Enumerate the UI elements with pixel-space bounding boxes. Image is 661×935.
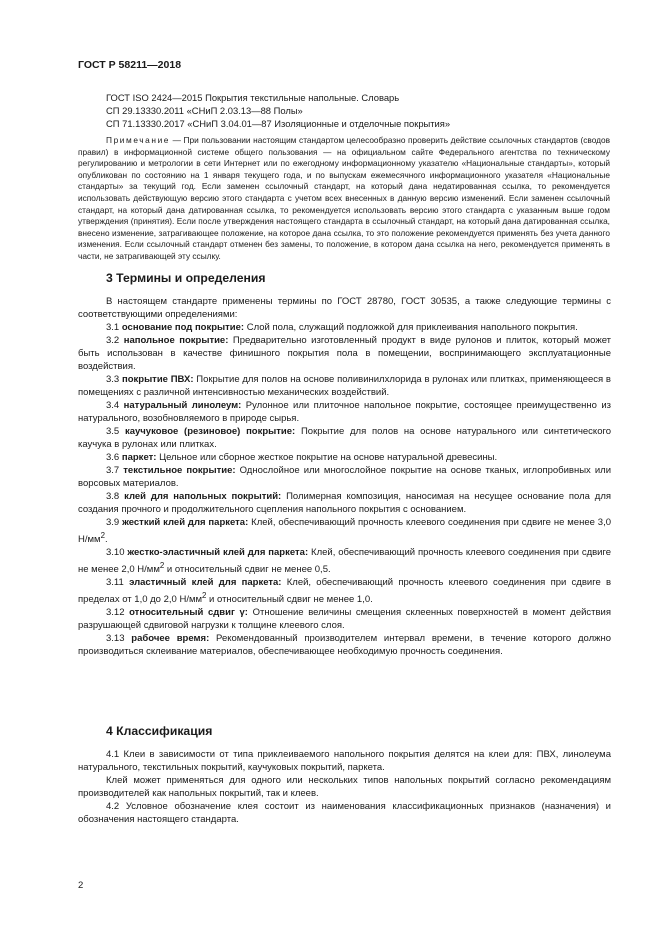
term-definition: 3.10 жестко-эластичный клей для паркета: Клей, обеспечивающий прочность клеевого соединения при сдвиге не менее 2,0 $Н/мм^2$ и относительный сдвиг не менее 0,5. bbox=[78, 547, 612, 576]
term-name: покрытие ПВХ: bbox=[121, 374, 194, 385]
term-definition: 3.3 покрытие ПВХ: Покрытие для полов на основе поливинилхлорида в рулонах или плитках, применяющееся в помещениях с различной интенсивностью механических воздействий. bbox=[78, 374, 611, 398]
term-definition: 3.1 основание под покрытие: Слой пола, служащий подложкой для приклеивания напольного покрытия. bbox=[106, 322, 578, 333]
term-definition: 3.9 жесткий клей для паркета: Клей, обеспечивающий прочность клеевого соединения при сдвиге не менее 3,0 $Н/мм^2$. bbox=[78, 517, 611, 546]
section-4-heading: 4 Классификация bbox=[106, 724, 213, 738]
term-name: натуральный линолеум: bbox=[123, 400, 242, 411]
term-definition: 3.7 текстильное покрытие: Однослойное или многослойное покрытие на основе тканых, иглопробивных или ворсовых материалов. bbox=[78, 465, 612, 489]
term-name: текстильное покрытие: bbox=[123, 465, 236, 476]
paragraph: 4.1 Клеи в зависимости от типа приклеиваемого напольного покрытия делятся на клеи для: ПВХ, линолеума натурального, текстильных покрытий, каучуковых покрытий, паркета. bbox=[78, 749, 611, 773]
term-name: жесткий клей для паркета: bbox=[122, 517, 249, 528]
section-3-intro: В настоящем стандарте применены термины по ГОСТ 28780, ГОСТ 30535, а также следующие термины с соответствующими определениями: bbox=[78, 296, 611, 320]
term-name: эластичный клей для паркета: bbox=[129, 577, 282, 589]
reference-item: СП 71.13330.2017 «СНиП 3.04.01—87 Изоляционные и отделочные покрытия» bbox=[106, 118, 451, 129]
page-number: 2 bbox=[78, 880, 84, 891]
term-name: паркет: bbox=[121, 452, 157, 463]
term-definition: 3.12 относительный сдвиг γ: Отношение величины смещения склеенных поверхностей в момент действия разрушающей сдвиговой нагрузки к толщине клеевого слоя. bbox=[78, 607, 612, 632]
section-3-heading: 3 Термины и определения bbox=[106, 271, 266, 285]
term-definition: 3.11 эластичный клей для паркета: Клей, обеспечивающий прочность клеевого соединения при сдвиге в пределах от 1,0 до 2,0 $Н/мм^2$ и относительный сдвиг не менее 1,0. bbox=[78, 577, 612, 606]
document-header: ГОСТ Р 58211—2018 bbox=[78, 59, 182, 71]
term-name: напольное покрытие: bbox=[123, 335, 229, 346]
section-3-body bbox=[78, 295, 611, 658]
note-label: Примечание bbox=[106, 135, 171, 145]
term-name: основание под покрытие: bbox=[121, 322, 245, 333]
paragraph: Клей может применяться для одного или нескольких типов напольных покрытий согласно рекомендациям производителей как напольных покрытий, так и клеев. bbox=[78, 775, 611, 799]
paragraph: 4.2 Условное обозначение клея состоит из наименования классификационных признаков (назначения) и обозначения настоящего стандарта. bbox=[78, 801, 611, 825]
term-name: жестко-эластичный клей для паркета: bbox=[127, 547, 309, 559]
term-definition: 3.13 рабочее время: Рекомендованный производителем интервал времени, в течение которого должно производиться склеивание материалов, обеспечивающее необходимую прочность соединения. bbox=[78, 633, 611, 658]
section-4-body bbox=[78, 748, 611, 826]
note-text: — При пользовании настоящим стандартом целесообразно проверить действие ссылочных стандартов (сводов правил) в информационной системе общего пользования — на официальном сайте Федерального агентства по техническому регулированию и метрологии в сети Интернет или по ежегодному информационному указателю «Национальные стандарты», который опубликован по состоянию на 1 января текущего года, и по выпускам ежемесячного информационного указателя «Национальные стандарты» за текущий год. Если заменен ссылочный стандарт, на который дана недатированная ссылка, то рекомендуется использовать действующую версию этого стандарта с учетом всех внесенных в данную версию изменений. Если заменен ссылочный стандарт, на который дана датированная ссылка, то рекомендуется использовать версию этого стандарта с указанным выше годом утверждения (принятия). Если после утверждения настоящего стандарта в ссылочный стандарт, на который дана датированная ссылка, внесено изменение, затрагивающее положение, на которое дана ссылка, то это положение рекомендуется применять без учета данного изменения. Если ссылочный стандарт отменен без замены, то положение, в котором дана ссылка на него, рекомендуется применять в части, не затрагивающей эту ссылку. bbox=[78, 135, 610, 261]
reference-note bbox=[78, 135, 610, 263]
term-name: рабочее время: bbox=[131, 633, 210, 645]
term-name: относительный сдвиг γ: bbox=[129, 607, 248, 619]
term-definition: 3.6 паркет: Цельное или сборное жесткое покрытие на основе натуральной древесины. bbox=[106, 452, 498, 463]
reference-item: СП 29.13330.2011 «СНиП 2.03.13—88 Полы» bbox=[106, 105, 303, 116]
reference-item: ГОСТ ISO 2424—2015 Покрытия текстильные напольные. Словарь bbox=[106, 92, 400, 103]
term-definition: 3.8 клей для напольных покрытий: Полимерная композиция, наносимая на несущее основание пола для создания прочного и продолжительного сцепления напольного покрытия с основанием. bbox=[78, 491, 612, 515]
term-name: клей для напольных покрытий: bbox=[124, 491, 282, 502]
term-definition: 3.2 напольное покрытие: Предварительно изготовленный продукт в виде рулонов и плиток, который может быть использован в качестве финишного покрытия пола в помещении, воспринимающего эксплуатационные воздействия. bbox=[78, 335, 612, 372]
term-definition: 3.5 каучуковое (резиновое) покрытие: Покрытие для полов на основе натурального или синтетического каучука в рулонах или плитках. bbox=[78, 426, 612, 450]
normative-references bbox=[106, 91, 450, 130]
term-name: каучуковое (резиновое) покрытие: bbox=[124, 426, 296, 437]
term-definition: 3.4 натуральный линолеум: Рулонное или плиточное напольное покрытие, состоящее преимущественно из натурального, возобновляемого в природе сырья. bbox=[78, 400, 611, 424]
